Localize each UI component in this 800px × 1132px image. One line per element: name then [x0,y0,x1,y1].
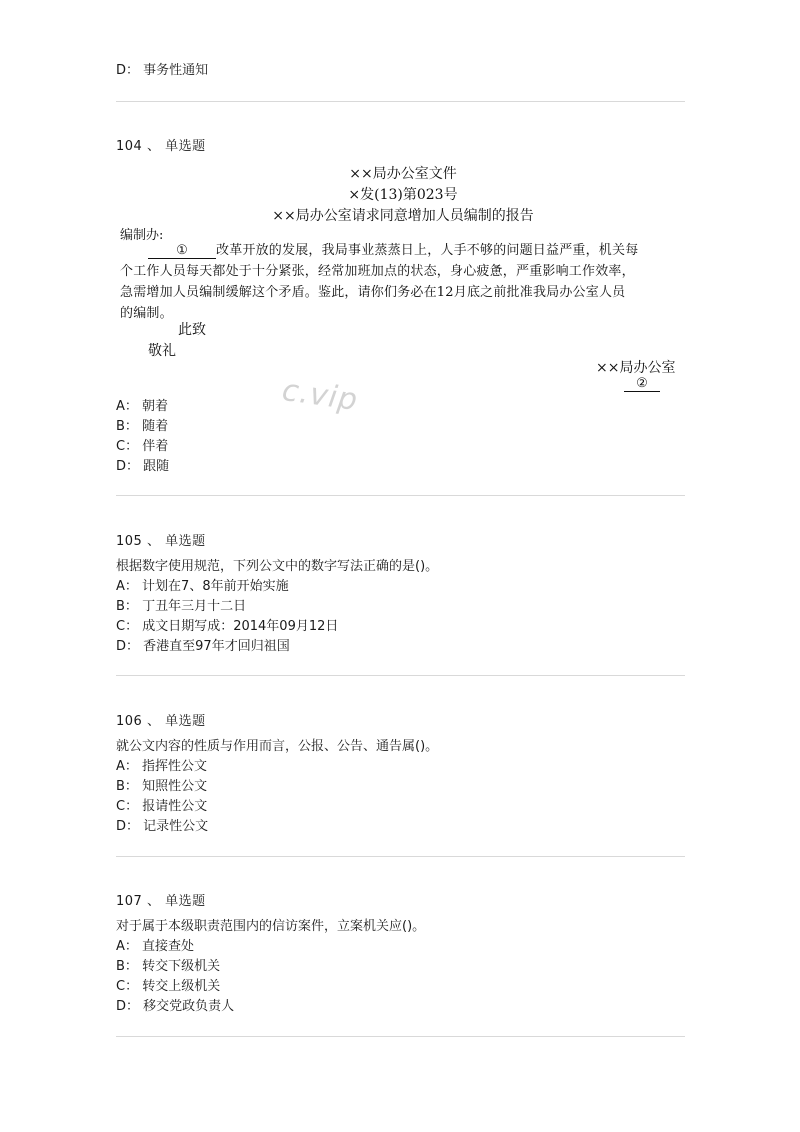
question-105-header: 105 、 单选题 [116,534,206,549]
scan-body-line-1 [120,240,688,261]
option-letter: A： [116,759,138,774]
scan-salutation: 编制办: [120,228,164,243]
divider [116,101,685,102]
q106-option-a[interactable] [116,758,207,776]
q106-option-d[interactable] [116,818,208,836]
option-text: 成文日期写成：2014年09月12日 [142,619,339,634]
scan-title-3: ××局办公室请求同意增加人员编制的报告 [272,208,534,224]
question-105-stem: 根据数字使用规范，下列公文中的数字写法正确的是()。 [116,559,439,574]
question-106-stem: 就公文内容的性质与作用而言，公报、公告、通告属()。 [116,739,439,754]
q107-option-b[interactable] [116,958,220,976]
q104-option-c[interactable] [116,438,168,456]
question-107-stem: 对于属于本级职责范围内的信访案件，立案机关应()。 [116,919,426,934]
option-text: 移交党政负责人 [143,999,235,1014]
option-letter: B： [116,779,138,794]
option-letter: C： [116,799,139,814]
question-104-header: 104 、 单选题 [116,139,206,154]
scan-title-1: ××局办公室文件 [349,166,457,182]
option-letter: C： [116,439,139,454]
q105-option-c[interactable] [116,618,338,636]
option-text: 记录性公文 [143,819,209,834]
scan-blank-2: ② [624,377,660,392]
scan-body-line-2: 个工作人员每天都处于十分紧张，经常加班加点的状态，身心疲惫，严重影响工作效率， [120,264,635,279]
question-107-header: 107 、 单选题 [116,894,206,909]
option-text: 事务性通知 [143,63,209,78]
option-letter: C： [116,979,139,994]
option-text: 转交下级机关 [142,959,221,974]
divider [116,856,685,857]
q107-option-c[interactable] [116,978,220,996]
q104-option-d[interactable] [116,458,169,476]
option-text: 指挥性公文 [142,759,208,774]
question-104-scan-image [118,160,688,398]
option-text: 计划在7、8年前开始实施 [142,579,289,594]
scan-body-line-1-text: 改革开放的发展，我局事业蒸蒸日上，人手不够的问题日益严重，机关每 [216,243,639,258]
option-letter: D： [116,63,140,78]
scan-closing-1: 此致 [178,322,206,338]
q106-option-c[interactable] [116,798,207,816]
option-letter: A： [116,399,138,414]
watermark: c.vip [279,372,361,419]
option-text: 伴着 [142,439,169,454]
option-text: 香港直至97年才回归祖国 [143,639,290,654]
scan-title-2: ×发(13)第023号 [348,187,458,203]
option-text: 丁丑年三月十二日 [142,599,247,614]
option-letter: D： [116,999,140,1014]
q104-option-b[interactable] [116,418,168,436]
q105-option-d[interactable] [116,638,290,656]
divider [116,675,685,676]
scan-blank-1: ① [148,244,216,259]
option-letter: D： [116,819,140,834]
scan-body-line-4: 的编制。 [120,306,173,321]
option-text: 朝着 [142,399,169,414]
scan-sender: ××局办公室 [596,360,676,376]
scan-body [120,240,688,324]
option-letter: A： [116,579,138,594]
q105-option-a[interactable] [116,578,289,596]
option-letter: B： [116,419,138,434]
option-letter: D： [116,459,140,474]
option-letter: B： [116,599,138,614]
scan-closing-2: 敬礼 [148,343,176,359]
option-text: 转交上级机关 [142,979,221,994]
option-text: 报请性公文 [142,799,208,814]
q105-option-b[interactable] [116,598,246,616]
q104-option-a[interactable] [116,398,168,416]
divider [116,1036,685,1037]
scan-blank-2-wrap [624,376,660,392]
divider [116,495,685,496]
q107-option-d[interactable] [116,998,234,1016]
option-letter: B： [116,959,138,974]
option-text: 跟随 [143,459,170,474]
option-text: 直接查处 [142,939,195,954]
option-letter: C： [116,619,139,634]
q106-option-b[interactable] [116,778,207,796]
option-d-prev [116,62,208,80]
q107-option-a[interactable] [116,938,194,956]
option-text: 随着 [142,419,169,434]
option-letter: D： [116,639,140,654]
option-text: 知照性公文 [142,779,208,794]
scan-body-line-3: 急需增加人员编制缓解这个矛盾。鉴此，请你们务必在12月底之前批准我局办公室人员 [120,285,626,300]
question-106-header: 106 、 单选题 [116,714,206,729]
option-letter: A： [116,939,138,954]
